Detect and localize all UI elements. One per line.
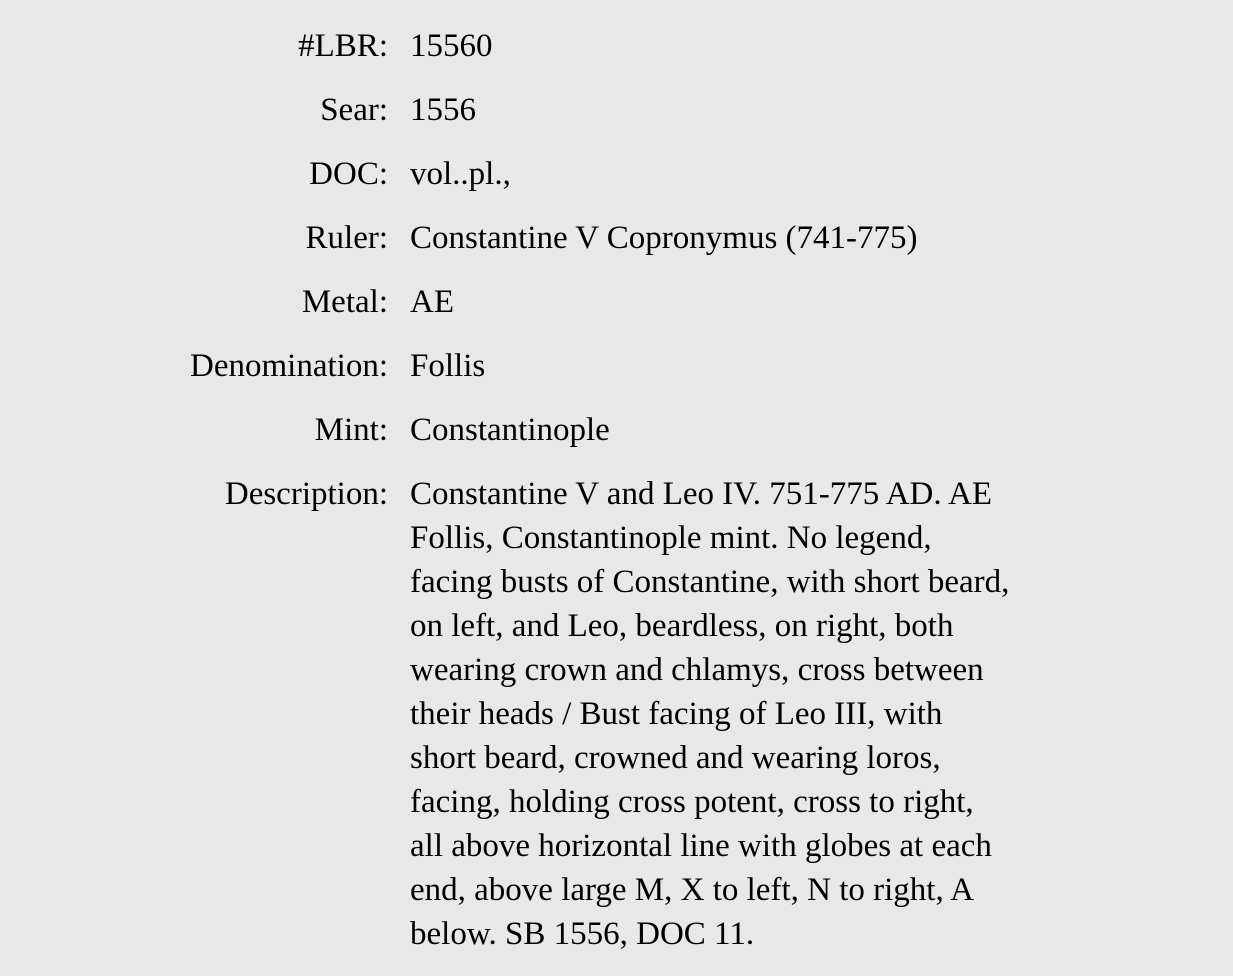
field-label-denomination: Denomination: (190, 348, 388, 384)
field-value-doc: vol..pl., (410, 156, 511, 192)
description-line: facing, holding cross potent, cross to right, (410, 784, 974, 820)
description-line: Follis, Constantinople mint. No legend, (410, 520, 932, 556)
field-value-metal: AE (410, 284, 454, 320)
description-line: facing busts of Constantine, with short beard, (410, 564, 1010, 600)
description-line: short beard, crowned and wearing loros, (410, 740, 941, 776)
field-value-denomination: Follis (410, 348, 486, 384)
field-value-description (410, 472, 1090, 956)
description-line: their heads / Bust facing of Leo III, with (410, 696, 943, 732)
field-label-ruler: Ruler: (305, 220, 388, 256)
description-line: on left, and Leo, beardless, on right, both (410, 608, 954, 644)
field-value-sear: 1556 (410, 92, 476, 128)
field-value-mint: Constantinople (410, 412, 610, 448)
description-line: all above horizontal line with globes at each (410, 828, 992, 864)
field-label-sear: Sear: (320, 92, 388, 128)
field-value-lbr: 15560 (410, 28, 493, 64)
field-label-description: Description: (224, 476, 388, 512)
description-line: Constantine V and Leo IV. 751-775 AD. AE (410, 476, 993, 512)
field-label-doc: DOC: (309, 156, 388, 192)
field-value-ruler: Constantine V Copronymus (741-775) (410, 220, 918, 256)
field-label-metal: Metal: (301, 284, 388, 320)
field-label-lbr: #LBR: (298, 28, 388, 64)
description-line: below. SB 1556, DOC 11. (410, 916, 755, 952)
description-line: wearing crown and chlamys, cross between (410, 652, 984, 688)
field-label-mint: Mint: (314, 412, 388, 448)
description-line: end, above large M, X to left, N to right, A (410, 872, 974, 908)
